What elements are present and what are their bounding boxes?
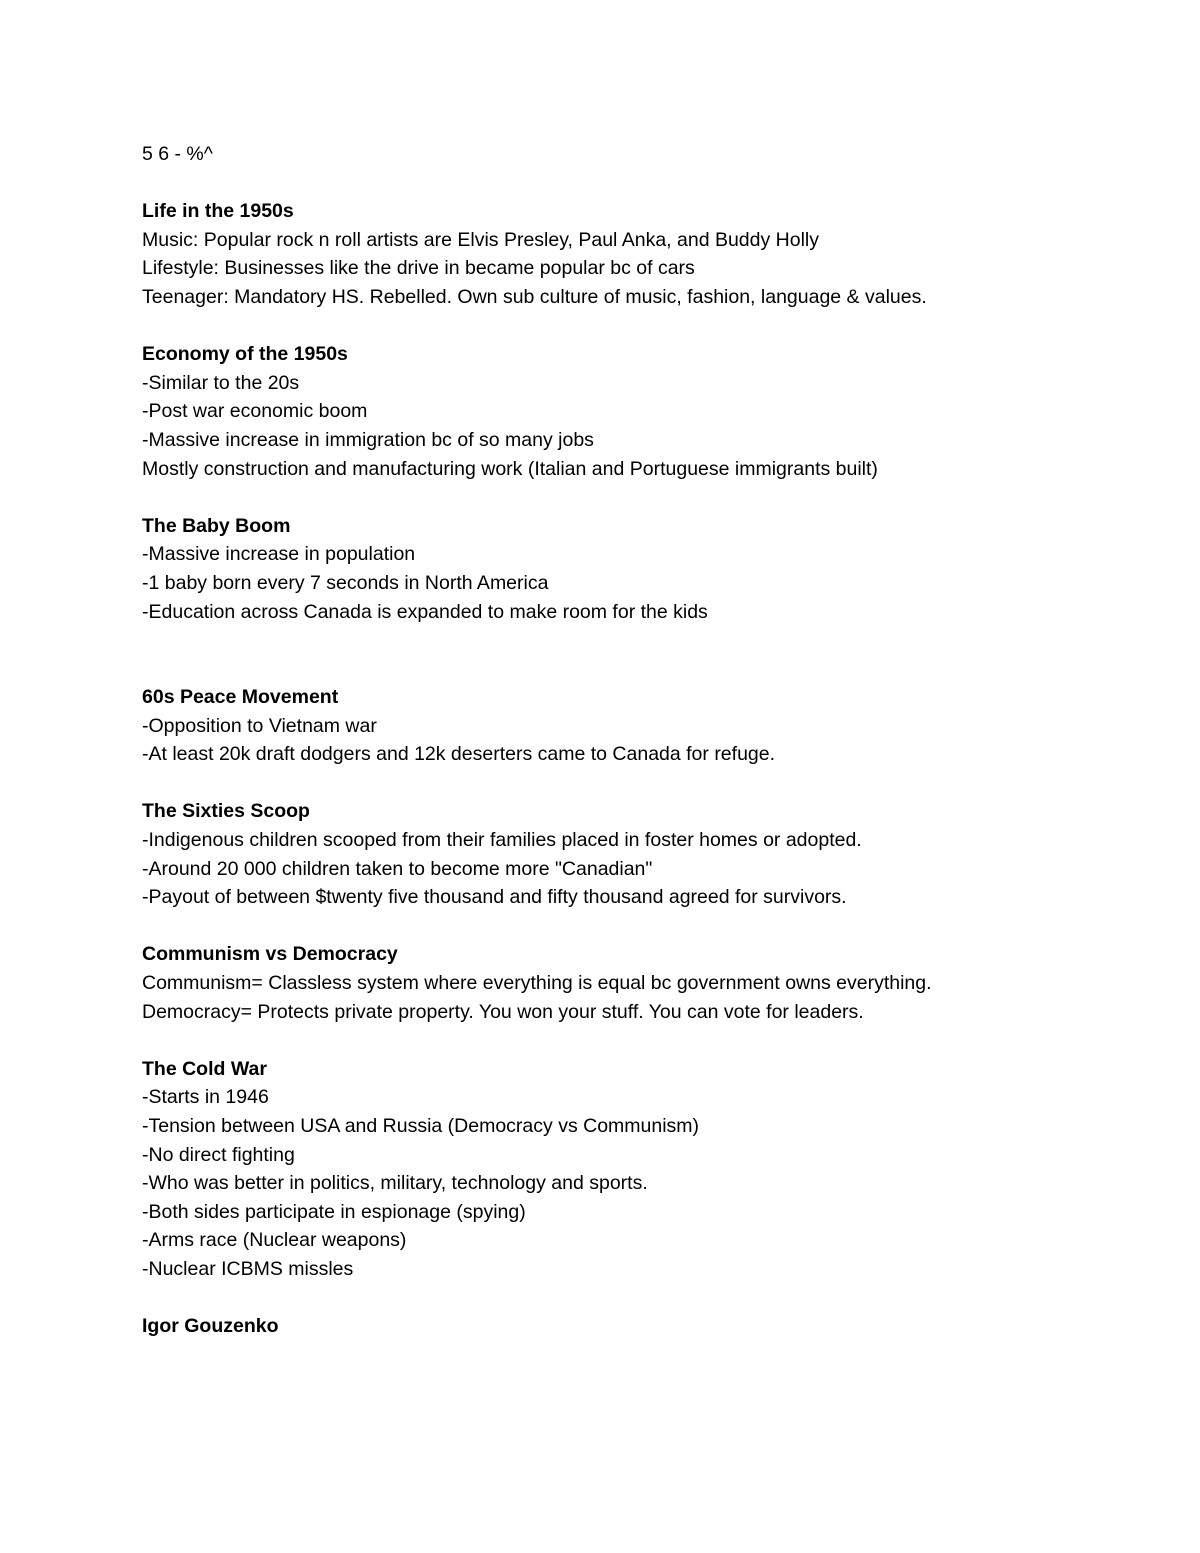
note-line: -Arms race (Nuclear weapons) — [142, 1229, 407, 1252]
note-line: -Indigenous children scooped from their families placed in foster homes or adopted. — [142, 829, 862, 852]
section-heading: The Cold War — [142, 1057, 267, 1080]
note-line: -1 baby born every 7 seconds in North America — [142, 571, 549, 594]
section-60s-peace-movement — [142, 683, 1142, 769]
section-heading: 60s Peace Movement — [142, 686, 339, 709]
note-line: Lifestyle: Businesses like the drive in became popular bc of cars — [142, 257, 695, 280]
note-line: -At least 20k draft dodgers and 12k deserters came to Canada for refuge. — [142, 743, 776, 766]
note-line: Teenager: Mandatory HS. Rebelled. Own sub culture of music, fashion, language & values. — [142, 285, 927, 308]
note-line: -Post war economic boom — [142, 400, 368, 423]
note-line: -Similar to the 20s — [142, 371, 300, 394]
section-economy-of-1950s — [142, 340, 1142, 483]
note-line: Music: Popular rock n roll artists are Elvis Presley, Paul Anka, and Buddy Holly — [142, 228, 820, 251]
note-line: -No direct fighting — [142, 1143, 295, 1166]
note-line: -Around 20 000 children taken to become more "Canadian" — [142, 857, 653, 880]
section-heading: The Sixties Scoop — [142, 800, 310, 823]
note-line: -Who was better in politics, military, technology and sports. — [142, 1172, 648, 1195]
document-body — [142, 140, 1142, 1341]
note-line: Communism= Classless system where everything is equal bc government owns everything. — [142, 972, 932, 995]
note-line: -Starts in 1946 — [142, 1086, 269, 1109]
top-note: 5 6 - %^ — [142, 143, 213, 165]
note-line: -Both sides participate in espionage (spying) — [142, 1200, 526, 1223]
note-line: -Payout of between $twenty five thousand and fifty thousand agreed for survivors. — [142, 886, 847, 909]
note-line: -Education across Canada is expanded to make room for the kids — [142, 600, 708, 623]
section-sixties-scoop — [142, 797, 1142, 911]
section-heading: Life in the 1950s — [142, 200, 294, 223]
note-line: -Tension between USA and Russia (Democracy vs Communism) — [142, 1115, 700, 1137]
section-cold-war — [142, 1055, 1142, 1284]
note-line: -Massive increase in immigration bc of so many jobs — [142, 428, 594, 451]
note-line: Democracy= Protects private property. You won your stuff. You can vote for leaders. — [142, 1000, 864, 1023]
note-line: -Nuclear ICBMS missles — [142, 1257, 354, 1280]
section-baby-boom — [142, 512, 1142, 626]
note-line: -Massive increase in population — [142, 543, 416, 566]
section-heading: Igor Gouzenko — [142, 1315, 279, 1338]
section-communism-vs-democracy — [142, 940, 1142, 1026]
section-heading: Economy of the 1950s — [142, 343, 348, 366]
section-heading: Communism vs Democracy — [142, 943, 398, 966]
section-igor-gouzenko — [142, 1312, 1142, 1341]
note-line: -Opposition to Vietnam war — [142, 714, 377, 737]
section-life-in-1950s — [142, 197, 1142, 311]
note-line: Mostly construction and manufacturing work (Italian and Portuguese immigrants built) — [142, 457, 878, 480]
section-heading: The Baby Boom — [142, 514, 291, 537]
